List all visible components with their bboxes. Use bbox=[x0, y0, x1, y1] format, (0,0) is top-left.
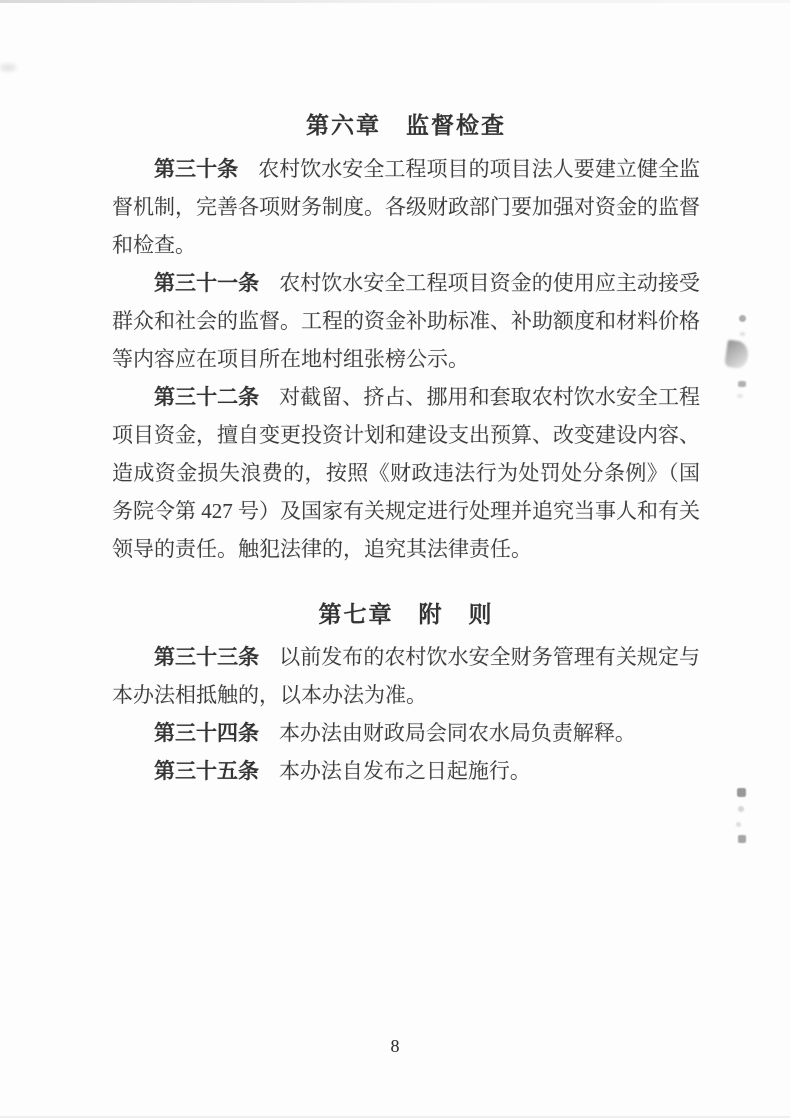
article-31-number: 第三十一条 bbox=[154, 271, 260, 295]
article-30 bbox=[112, 150, 700, 264]
scan-artifact-smudge bbox=[738, 806, 744, 812]
scan-artifact-smudge bbox=[736, 822, 741, 827]
scan-artifact-smudge bbox=[737, 788, 746, 797]
article-32 bbox=[112, 378, 700, 568]
article-34 bbox=[112, 714, 700, 752]
chapter-6-heading: 第六章 监督检查 bbox=[306, 112, 506, 138]
article-33-number: 第三十三条 bbox=[154, 645, 260, 669]
article-31-text: 农村饮水安全工程项目资金的使用应主动接受群众和社会的监督。工程的资金补助标准、补助额度和材料价格等内容应在项目所在地村组张榜公示。 bbox=[112, 271, 701, 371]
article-35-text: 本办法自发布之日起施行。 bbox=[278, 759, 531, 783]
scan-artifact-smudge bbox=[737, 394, 743, 398]
scan-artifact-smudge bbox=[739, 315, 746, 322]
article-32-number: 第三十二条 bbox=[154, 385, 260, 409]
article-35-number: 第三十五条 bbox=[154, 759, 259, 783]
article-30-number: 第三十条 bbox=[154, 157, 239, 181]
scan-artifact-smudge bbox=[724, 340, 750, 370]
scan-artifact-smudge bbox=[740, 332, 745, 336]
page-number: 8 bbox=[390, 1036, 400, 1056]
document-body bbox=[112, 110, 700, 790]
article-33-text: 以前发布的农村饮水安全财务管理有关规定与本办法相抵触的，以本办法为准。 bbox=[112, 645, 701, 707]
article-33 bbox=[112, 638, 700, 714]
scan-artifact-smudge bbox=[738, 835, 746, 843]
article-34-text: 本办法由财政局会同农水局负责解释。 bbox=[278, 721, 636, 745]
chapter-7-heading: 第七章 附 则 bbox=[318, 601, 494, 627]
article-31 bbox=[112, 264, 700, 378]
scan-artifact-smudge bbox=[738, 381, 746, 387]
article-32-text: 对截留、挤占、挪用和套取农村饮水安全工程项目资金，擅自变更投资计划和建设支出预算、改变建设内容、造成资金损失浪费的，按照《财政违法行为处罚处分条例》（国务院令第 427 号）及国家有关规定进行处理并追究当事人和有关领导的责任。触犯法律的，追究其法律责任。 bbox=[112, 385, 701, 561]
scan-artifact-streak bbox=[0, 64, 16, 71]
article-35 bbox=[112, 752, 700, 790]
scan-edge-shadow-top bbox=[0, 0, 790, 3]
article-30-text: 农村饮水安全工程项目的项目法人要建立健全监督机制，完善各项财务制度。各级财政部门要加强对资金的监督和检查。 bbox=[112, 157, 701, 257]
article-34-number: 第三十四条 bbox=[154, 721, 259, 745]
